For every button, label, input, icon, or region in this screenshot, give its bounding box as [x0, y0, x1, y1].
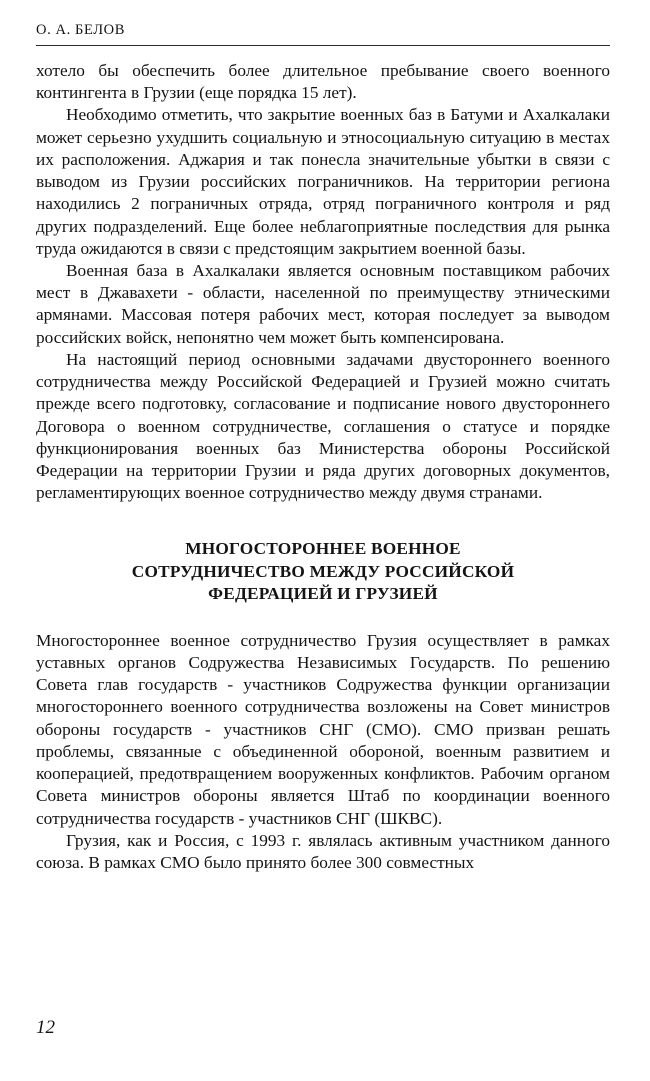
paragraph-6: Грузия, как и Россия, с 1993 г. являлась активным участником данного союза. В рамках СМО было принято более 300 совместных — [36, 830, 610, 873]
section-heading — [36, 538, 610, 605]
page-number: 12 — [36, 1017, 55, 1038]
paragraph-5: Многостороннее военное сотрудничество Грузия осуществляет в рамках уставных органов Содружества Независимых Государств. По решению Совета глав государств - участников Содружества функции организации многостороннего военного сотрудничества возложены на Совет министров обороны государств - участников СНГ (СМО). СМО призван решать проблемы, связанные с объединенной обороной, военным развитием и кооперацией, предотвращением вооруженных конфликтов. Рабочим органом Совета министров обороны является Штаб по координации военного сотрудничества государств - участников СНГ (ШКВС). — [36, 630, 610, 828]
paragraph-4: На настоящий период основными задачами двустороннего военного сотрудничества между Российской Федерацией и Грузией можно считать прежде всего подготовку, согласование и подписание нового двустороннего Договора о военном сотрудничестве, соглашения о статусе и порядке функционирования военных баз Министерства обороны Российской Федерации на территории Грузии и ряда других договорных документов, регламентирующих военное сотрудничество между двумя странами. — [36, 349, 610, 503]
section-heading-line-3: ФЕДЕРАЦИЕЙ И ГРУЗИЕЙ — [208, 584, 438, 604]
body-text-top — [36, 60, 610, 504]
paragraph-2: Необходимо отметить, что закрытие военных баз в Батуми и Ахалкалаки может серьезно ухудшить социальную и этносоциальную ситуацию в местах их расположения. Аджария и так понесла значительные убытки в связи с выводом из Грузии российских пограничников. На территории региона находились 2 пограничных отряда, отряд пограничного контроля и ряд других подразделений. Еще более неблагоприятные последствия для рынка труда ожидаются в связи с предстоящим закрытием военной базы. — [36, 105, 610, 258]
running-head: О. А. БЕЛОВ — [36, 22, 126, 38]
paragraph-1: хотело бы обеспечить более длительное пребывание своего военного контингента в Грузии (еще порядка 15 лет). — [36, 61, 610, 103]
header-rule — [36, 45, 610, 46]
section-heading-line-2: СОТРУДНИЧЕСТВО МЕЖДУ РОССИЙСКОЙ — [131, 561, 515, 581]
section-heading-line-1: МНОГОСТОРОННЕЕ ВОЕННОЕ — [185, 539, 461, 559]
body-text-bottom — [36, 630, 610, 874]
paragraph-3: Военная база в Ахалкалаки является основным поставщиком рабочих мест в Джавахети - области, населенной по преимуществу этническими армянами. Массовая потеря рабочих мест, которая последует за выводом российских войск, непонятно чем может быть компенсирована. — [36, 260, 610, 347]
